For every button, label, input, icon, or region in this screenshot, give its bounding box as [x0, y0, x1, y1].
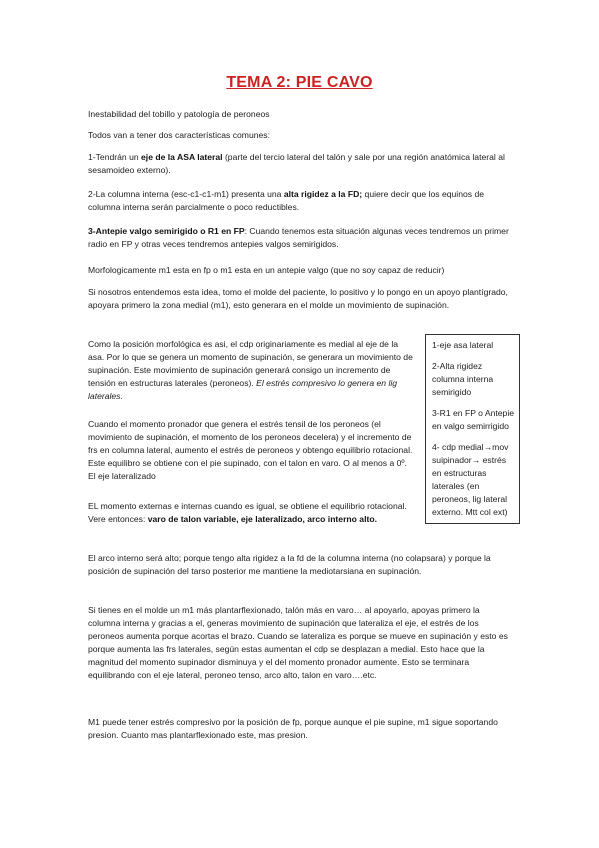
summary-item-4: 4- cdp medial→mov suipinador→ estrés en estructuras laterales (en peroneos, lig lateral externo. Mtt col ext): [432, 442, 509, 517]
summary-item-2: 2-Alta rigidez columna interna semirigido: [432, 361, 494, 397]
point-1-bold: eje de la ASA lateral: [141, 152, 223, 162]
cdp-text: Como la posición morfológica es asi, el cdp originariamente es medial al eje de la asa. Por lo que se genera un momento de supinación, se generara un movimiento de supinación. Este movimiento de supinación generará consigo un incremento de tensión en estructuras laterales (peroneos).: [88, 339, 413, 388]
point-2-text-c: quiere decir que los equinos de columna interna serán parcialmente o poco reductibles.: [88, 189, 484, 212]
summary-item-1: 1-eje asa lateral: [432, 340, 494, 350]
page-title: TEMA 2: PIE CAVO: [226, 74, 373, 91]
summary-item-3: 3-R1 en FP o Antepie en valgo semirrigido: [432, 408, 515, 431]
equilibrium-text: EL momento externas e internas cuando es igual, se obtiene el equilibrio rotacional. Vere entonces:: [88, 501, 407, 524]
point-3-paragraph: [88, 225, 510, 251]
point-2-paragraph: [88, 188, 510, 214]
point-2-text-a: 2-La columna interna (esc-c1-c1-m1) presenta una: [88, 189, 284, 199]
m1-stress-paragraph: M1 puede tener estrés compresivo por la posición de fp, porque aunque el pie supine, m1 sigue soportando presion. Cuanto mas plantarflexionado este, mas presion.: [88, 717, 498, 740]
cdp-italic: El estrés compresivo lo genera en lig laterales.: [88, 378, 398, 401]
point-2-bold: alta rigidez a la FD;: [283, 189, 363, 199]
point-1-text-c: (parte del tercio lateral del talón y sale por una región anatómica lateral al sesamoideo externo).: [88, 152, 505, 175]
intro-paragraph: Todos van a tener dos características comunes:: [88, 130, 270, 140]
arch-paragraph: El arco interno será alto; porque tengo alta rigidez a la fd de la columna interna (no colapsara) y porque la posición de supinación del tarso posterior me mantiene la mediotarsiana en supinación.: [88, 553, 491, 576]
mold-m1-paragraph: Si tienes en el molde un m1 más plantarflexionado, talón más en varo… al apoyarlo, apoyas primero la columna interna y gracias a el, generas movimiento de supinación que lateraliza el eje, el estrés de los peroneos aumenta porque acortas el brazo. Cuando se lateraliza es porque se mueve en supinación y esto es porque aumenta las frs laterales, según estas aumentan el cdp se desplazan a medial. Esto hace que la magnitud del momento supinador disminuya y el del momento pronador aumente. Esto se terminara equilibrando con el eje lateral, peroneo tenso, arco alto, talon en varo….etc.: [88, 605, 508, 680]
summary-box: [425, 334, 520, 524]
equilibrium-paragraph: [88, 500, 414, 526]
point-1-paragraph: [88, 151, 510, 177]
pronator-paragraph: Cuando el momento pronador que genera el estrés tensil de los peroneos (el movimiento de supinación, el momento de los peroneos decelera) y el incremento de frs en columna lateral, aumento el estrés de peroneos y obtengo equilibrio rotacional. Este equilibro se obtiene con el pie supinado, con el talon en varo. O al menos a 0º. El eje lateralizado: [88, 419, 413, 481]
equilibrium-bold: varo de talon variable, eje lateralizado, arco interno alto.: [147, 514, 377, 524]
subtitle-paragraph: Inestabilidad del tobillo y patología de peroneos: [88, 109, 270, 119]
point-3-bold: 3-Antepie valgo semirigido o R1 en FP: [88, 226, 245, 236]
point-1-text-a: 1-Tendrán un: [88, 152, 142, 162]
morphology-paragraph: Morfologicamente m1 esta en fp o m1 esta en un antepie valgo (que no soy capaz de reducir): [88, 265, 445, 275]
mold-paragraph: Si nosotros entendemos esta idea, tomo el molde del paciente, lo positivo y lo pongo en un apoyo plantígrado, apoyara primero la zona medial (m1), esto generara en el molde un movimiento de supinación.: [88, 287, 508, 310]
cdp-paragraph: [88, 338, 414, 403]
point-3-text-c: : Cuando tenemos esta situación algunas veces tendremos un primer radio en FP y otras veces tendremos antepies valgos semirigidos.: [88, 226, 509, 249]
